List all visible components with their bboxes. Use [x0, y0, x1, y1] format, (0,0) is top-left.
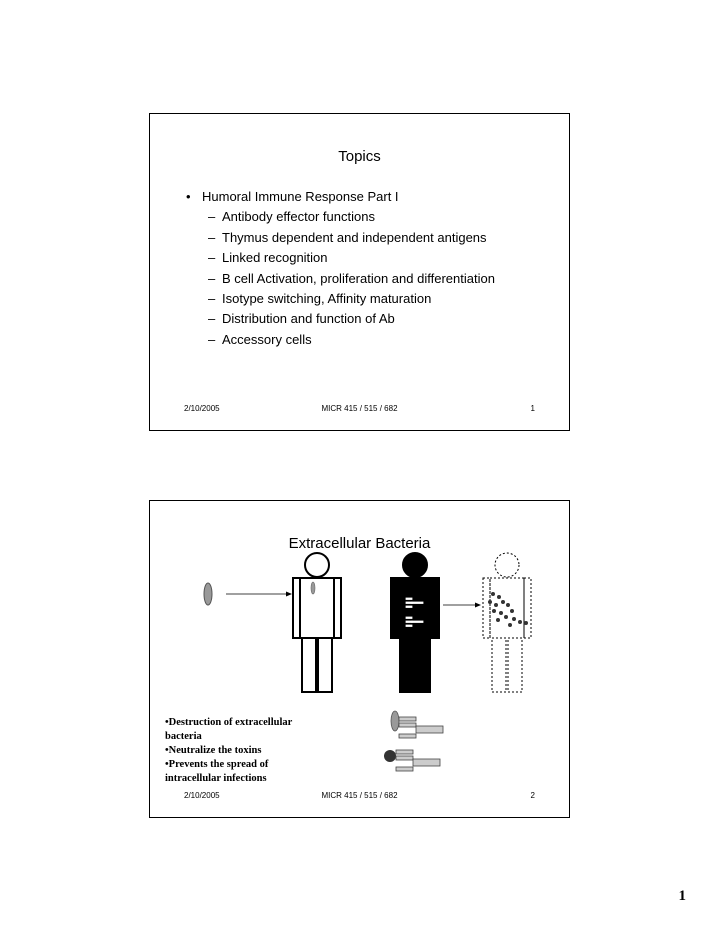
slide-title: Topics	[338, 148, 381, 165]
bullet-text: Humoral Immune Response Part I	[202, 189, 399, 204]
bacterium-icon	[204, 583, 212, 605]
subbullet-text: Distribution and function of Ab	[222, 311, 395, 327]
slide-footer	[150, 404, 569, 416]
footer-course: MICR 415 / 515 / 682	[321, 404, 398, 413]
subbullet-item	[184, 269, 495, 289]
dash-marker: –	[208, 270, 216, 286]
subbullet-text: Accessory cells	[222, 331, 312, 347]
benefit-item: •Neutralize the toxins	[165, 745, 262, 756]
subbullet-text: B cell Activation, proliferation and differentiation	[222, 270, 495, 286]
footer-slide-number: 1	[530, 404, 535, 413]
subbullet-item	[184, 207, 495, 227]
arrow-icon	[443, 603, 481, 608]
antibody-bacterium-icon	[391, 711, 443, 738]
person-figure-dotted	[483, 553, 531, 692]
slide-title: Extracellular Bacteria	[288, 535, 431, 552]
subbullet-item	[184, 309, 495, 329]
subbullet-item	[184, 228, 495, 248]
dash-marker: –	[208, 250, 216, 266]
benefit-item: •Prevents the spread of intracellular infections	[165, 759, 269, 784]
dash-marker: –	[208, 331, 216, 347]
antibody-toxin-icon	[384, 750, 440, 771]
benefit-item: •Destruction of extracellular bacteria	[165, 717, 293, 742]
subbullet-item	[184, 289, 495, 309]
person-figure-white	[293, 553, 341, 692]
bacterium-icon	[311, 582, 315, 594]
benefits-list	[165, 716, 325, 786]
page-number: 1	[678, 888, 686, 904]
bullet-item	[184, 187, 495, 207]
bullet-marker: •	[186, 189, 191, 204]
slide-2	[149, 500, 570, 818]
subbullet-text: Isotype switching, Affinity maturation	[222, 291, 432, 307]
arrow-icon	[226, 592, 292, 597]
bullet-list	[184, 187, 495, 350]
footer-date: 2/10/2005	[184, 791, 220, 800]
subbullet-item	[184, 330, 495, 350]
subbullet-item	[184, 248, 495, 268]
slide-1	[149, 113, 570, 431]
dash-marker: –	[208, 229, 216, 245]
subbullet-text: Linked recognition	[222, 250, 328, 266]
footer-slide-number: 2	[530, 791, 535, 800]
subbullet-text: Thymus dependent and independent antigens	[222, 229, 487, 245]
subbullet-text: Antibody effector functions	[222, 209, 375, 225]
dash-marker: –	[208, 291, 216, 307]
dash-marker: –	[208, 311, 216, 327]
bacteria-cluster-icon	[488, 592, 528, 627]
footer-date: 2/10/2005	[184, 404, 220, 413]
slide-footer	[150, 791, 569, 803]
dash-marker: –	[208, 209, 216, 225]
footer-course: MICR 415 / 515 / 682	[321, 791, 398, 800]
